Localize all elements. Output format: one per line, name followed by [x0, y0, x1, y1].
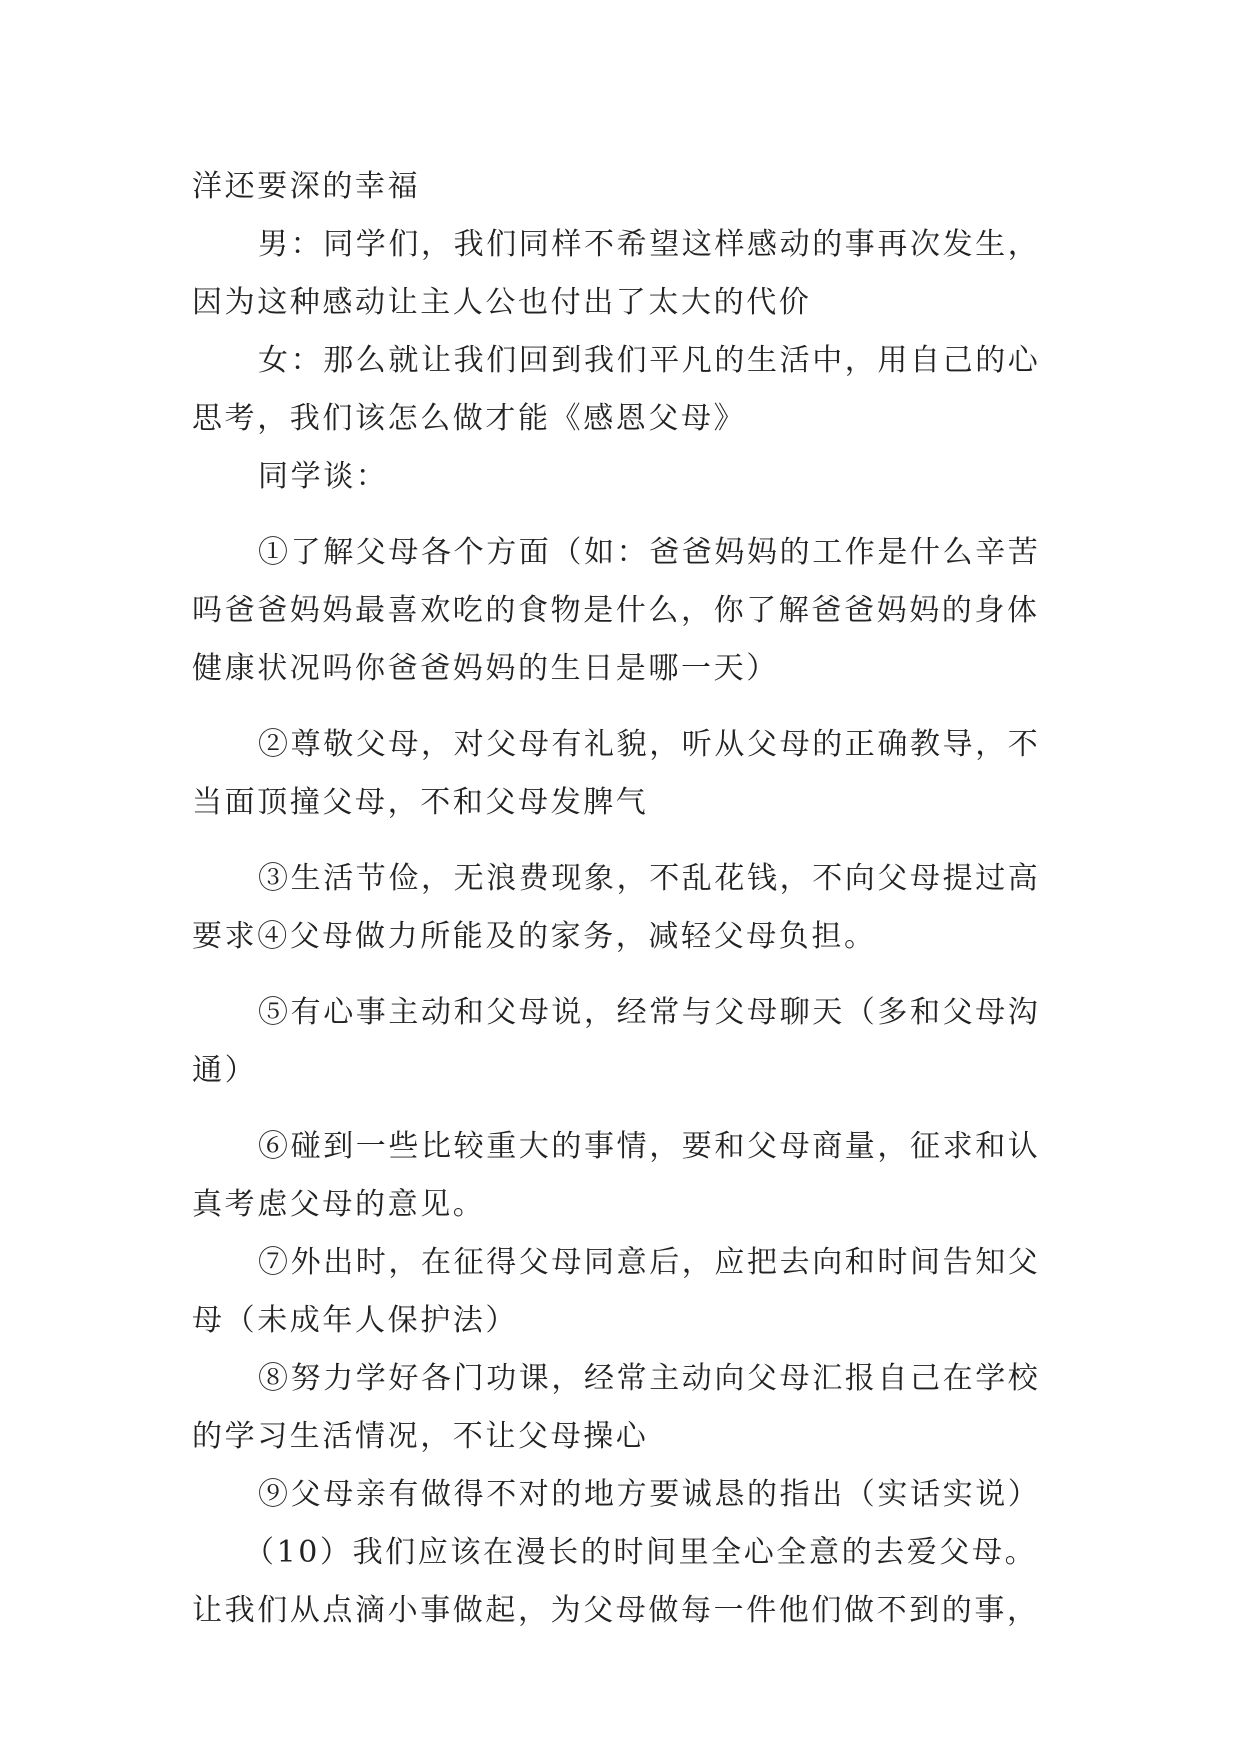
- text-line: 女：那么就让我们回到我们平凡的生活中，用自己的心: [258, 343, 1041, 378]
- text-line: ③生活节俭，无浪费现象，不乱花钱，不向父母提过高: [258, 861, 1041, 896]
- text-line: 思考，我们该怎么做才能《感恩父母》: [192, 401, 747, 436]
- text-line: ⑧努力学好各门功课，经常主动向父母汇报自己在学校: [258, 1361, 1041, 1396]
- text-line: ⑦外出时，在征得父母同意后，应把去向和时间告知父: [258, 1245, 1041, 1280]
- text-line: 母（未成年人保护法）: [192, 1303, 518, 1338]
- text-line: 通）: [192, 1053, 258, 1088]
- text-line: 男：同学们，我们同样不希望这样感动的事再次发生，: [258, 227, 1041, 262]
- paragraph-gap: [192, 832, 1062, 850]
- paragraph-gap: [192, 698, 1062, 716]
- text-line: ①了解父母各个方面（如：爸爸妈妈的工作是什么辛苦: [258, 535, 1041, 570]
- text-line: 真考虑父母的意见。: [192, 1187, 486, 1222]
- paragraph-gap: [192, 1100, 1062, 1118]
- text-line: 吗爸爸妈妈最喜欢吃的食物是什么，你了解爸爸妈妈的身体: [192, 593, 1040, 628]
- text-line: 同学谈：: [258, 459, 389, 494]
- text-line: 让我们从点滴小事做起，为父母做每一件他们做不到的事，: [192, 1593, 1040, 1628]
- text-line: 因为这种感动让主人公也付出了太大的代价: [192, 285, 812, 320]
- text-line: 的学习生活情况，不让父母操心: [192, 1419, 649, 1454]
- document-body: [192, 158, 1062, 1640]
- paragraph-gap: [192, 966, 1062, 984]
- paragraph-gap: [192, 506, 1062, 524]
- text-line: ②尊敬父母，对父母有礼貌，听从父母的正确教导，不: [258, 727, 1041, 762]
- text-line: ⑥碰到一些比较重大的事情，要和父母商量，征求和认: [258, 1129, 1041, 1164]
- text-line: （10）我们应该在漫长的时间里全心全意的去爱父母。: [244, 1535, 1038, 1570]
- text-line: ⑤有心事主动和父母说，经常与父母聊天（多和父母沟: [258, 995, 1041, 1030]
- text-line: 要求④父母做力所能及的家务，减轻父母负担。: [192, 919, 877, 954]
- text-line: ⑨父母亲有做得不对的地方要诚恳的指出（实话实说）: [258, 1477, 1041, 1512]
- text-line: 当面顶撞父母，不和父母发脾气: [192, 785, 649, 820]
- text-line: 洋还要深的幸福: [192, 169, 421, 204]
- text-line: 健康状况吗你爸爸妈妈的生日是哪一天）: [192, 651, 779, 686]
